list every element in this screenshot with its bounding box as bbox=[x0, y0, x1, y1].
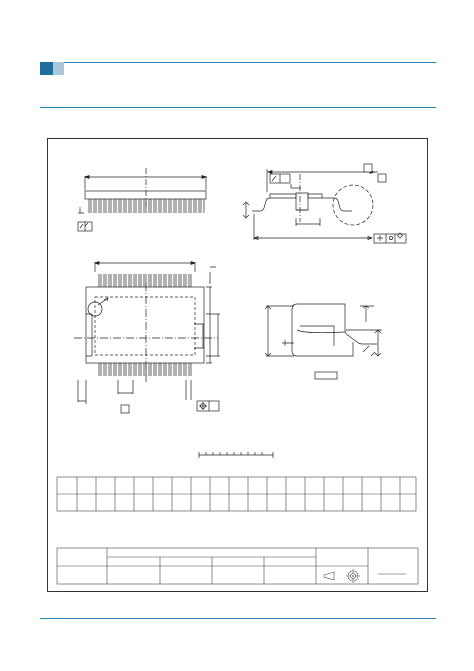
side-view-leads bbox=[89, 199, 204, 213]
outline-version-table bbox=[57, 548, 418, 584]
package-end-view bbox=[243, 164, 406, 243]
section-rule bbox=[40, 107, 436, 108]
scale-bar bbox=[199, 452, 273, 458]
footer-rule bbox=[40, 618, 436, 619]
top-view-top-leads bbox=[99, 274, 191, 287]
header-rule bbox=[64, 62, 436, 63]
dimension-table bbox=[57, 477, 416, 511]
package-top-view bbox=[74, 262, 220, 414]
package-side-view bbox=[78, 168, 206, 231]
top-view-bottom-leads bbox=[99, 363, 191, 376]
header-accent-light bbox=[53, 62, 64, 75]
lead-detail-view bbox=[265, 304, 382, 379]
header-accent-dark bbox=[40, 62, 53, 75]
package-outline-drawing bbox=[47, 138, 428, 592]
